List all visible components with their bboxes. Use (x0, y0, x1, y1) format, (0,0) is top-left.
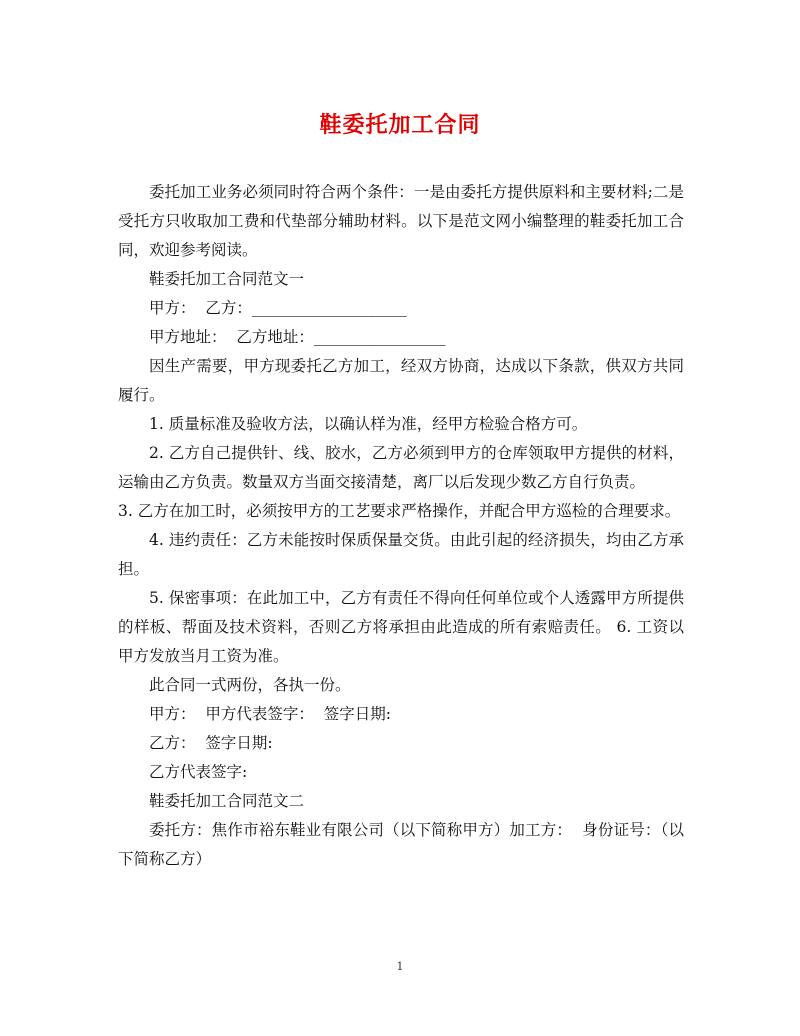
party-b-signature-line: 乙方： 签字日期: (149, 734, 273, 752)
party-b-representative-line: 乙方代表签字: (149, 763, 248, 781)
intro-paragraph: 委托加工业务必须同时符合两个条件：一是由委托方提供原料和主要材料;二是受托方只收取加工费和代垫部分辅助材料。以下是范文网小编整理的鞋委托加工合同，欢迎参考阅读。 (118, 183, 684, 259)
document-body (118, 178, 684, 874)
clause-4: 4. 违约责任：乙方未能按时保质保量交货。由此引起的经济损失，均由乙方承担。 (118, 531, 684, 578)
clause-1: 1. 质量标准及验收方法，以确认样为准，经甲方检验合格方可。 (149, 415, 588, 433)
document-title: 鞋委托加工合同 (319, 112, 481, 138)
clause-5: 5. 保密事项：在此加工中，乙方有责任不得向任何单位或个人透露甲方所提供的样板、帮面及技术资料，否则乙方将承担由此造成的所有索赔责任。 6. 工资以甲方发放当月工资为准。 (118, 589, 684, 665)
clause-2: 2. 乙方自己提供针、线、胶水，乙方必须到甲方的仓库领取甲方提供的材料，运输由乙方负责。数量双方当面交接清楚，离厂以后发现少数乙方自行负责。 (118, 444, 684, 491)
copies-line: 此合同一式两份，各执一份。 (149, 676, 351, 694)
addresses-line: 甲方地址： 乙方地址：_________________ (149, 328, 446, 346)
clause-3: 3. 乙方在加工时，必须按甲方的工艺要求严格操作，并配合甲方巡检的合理要求。 (118, 502, 681, 520)
client-info-paragraph: 委托方：焦作市裕东鞋业有限公司（以下简称甲方）加工方： 身份证号：（以下简称乙方） (118, 821, 684, 868)
preamble-paragraph: 因生产需要，甲方现委托乙方加工，经双方协商，达成以下条款，供双方共同履行。 (118, 357, 684, 404)
page-number: 1 (396, 960, 404, 973)
parties-line: 甲方： 乙方：____________________ (149, 299, 407, 317)
party-a-signature-line: 甲方： 甲方代表签字： 签字日期: (149, 705, 391, 723)
section-heading-sample-two: 鞋委托加工合同范文二 (149, 792, 305, 810)
section-heading-sample-one: 鞋委托加工合同范文一 (149, 270, 305, 288)
